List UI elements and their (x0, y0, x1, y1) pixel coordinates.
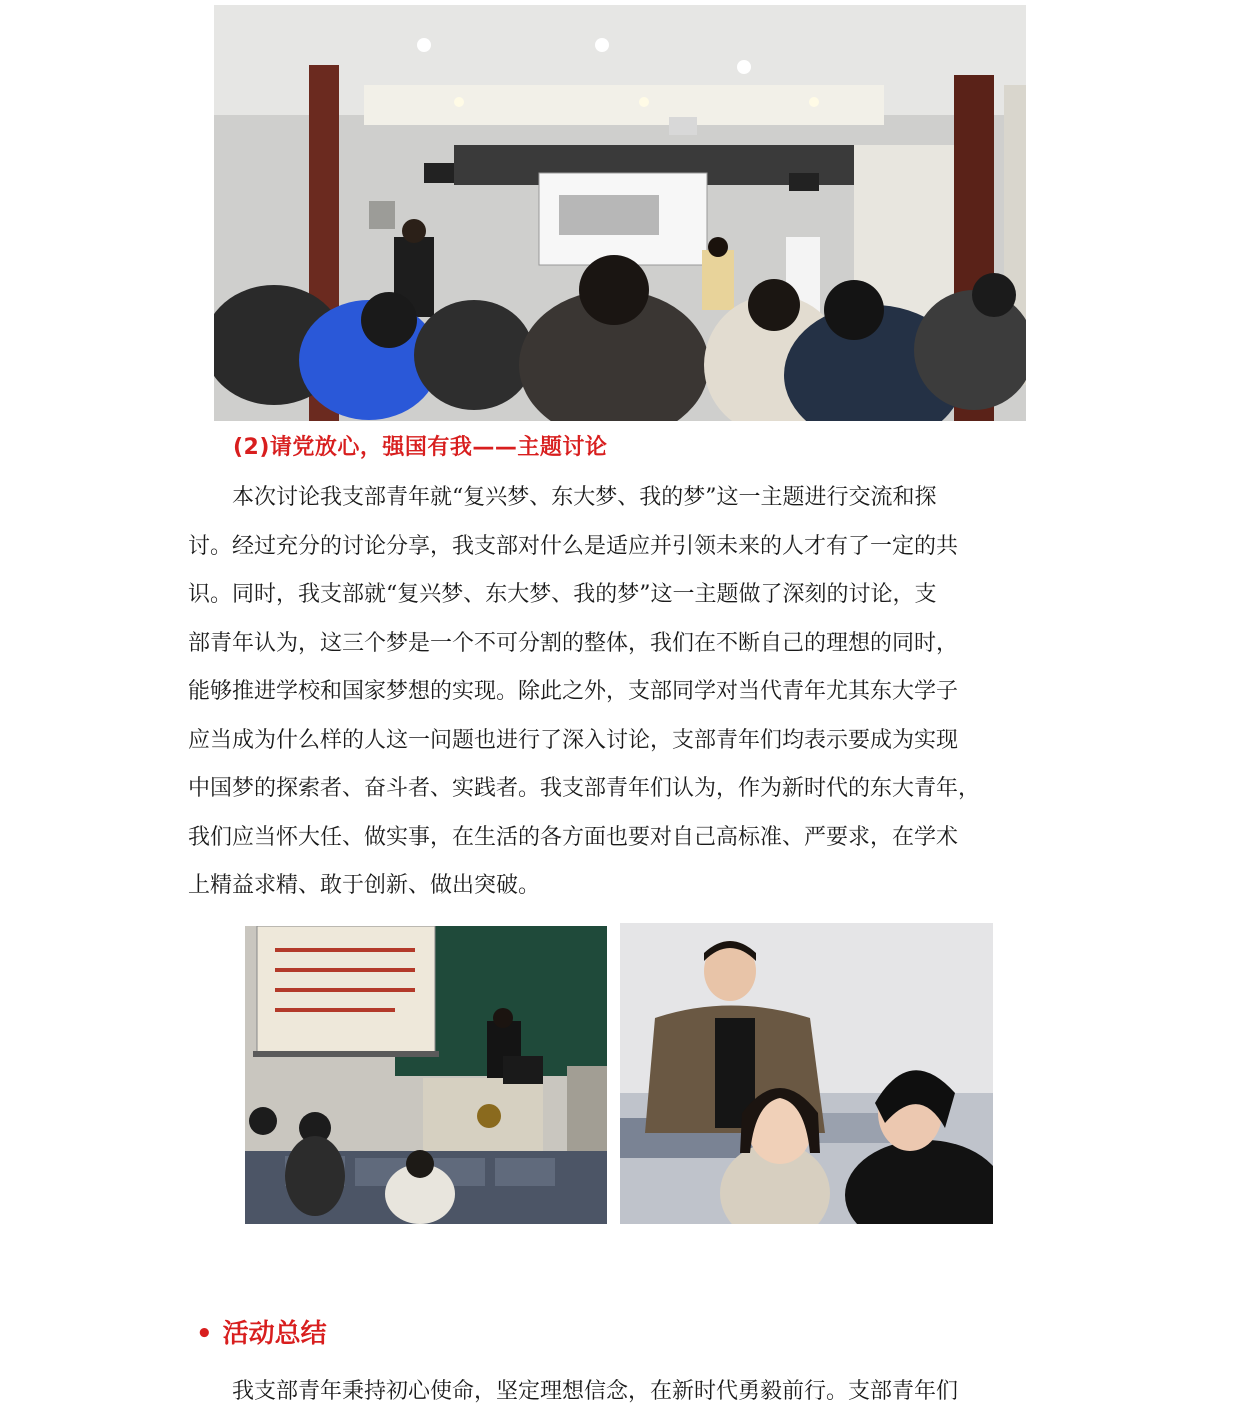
speaker-students-photo (620, 923, 993, 1224)
summary-paragraph (188, 1368, 1054, 1417)
classroom-presentation-photo (214, 5, 1026, 421)
paragraph-line: 上精益求精、敢于创新、做出突破。 (188, 873, 541, 898)
paragraph-line: 识。同时，我支部就“复兴梦、东大梦、我的梦”这一主题做了深刻的讨论，支 (188, 582, 937, 607)
summary-heading-text: 活动总结 (222, 1319, 327, 1349)
summary-heading (196, 1313, 327, 1350)
paragraph-line: 中国梦的探索者、奋斗者、实践者。我支部青年们认为，作为新时代的东大青年， (188, 776, 981, 801)
paragraph-line: 讨。经过充分的讨论分享，我支部对什么是适应并引领未来的人才有了一定的共 (188, 533, 959, 559)
paragraph-line: 能够推进学校和国家梦想的实现。除此之外，支部同学对当代青年尤其东大学子 (188, 679, 959, 704)
discussion-heading: (2)请党放心，强国有我——主题讨论 (233, 435, 608, 460)
paragraph-line: 应当成为什么样的人这一问题也进行了深入讨论，支部青年们均表示要成为实现 (188, 727, 959, 753)
paragraph-line: 本次讨论我支部青年就“复兴梦、东大梦、我的梦”这一主题进行交流和探 (188, 485, 937, 510)
lecture-hall-photo (245, 926, 607, 1224)
paragraph-line: 我支部青年秉持初心使命，坚定理想信念，在新时代勇毅前行。支部青年们 (188, 1379, 959, 1404)
paragraph-line: 部青年认为，这三个梦是一个不可分割的整体，我们在不断自己的理想的同时， (188, 630, 959, 656)
paragraph-line: 我们应当怀大任、做实事，在生活的各方面也要对自己高标准、严要求，在学术 (188, 824, 959, 850)
discussion-paragraph (188, 474, 1054, 911)
bullet-icon: • (196, 1319, 213, 1349)
